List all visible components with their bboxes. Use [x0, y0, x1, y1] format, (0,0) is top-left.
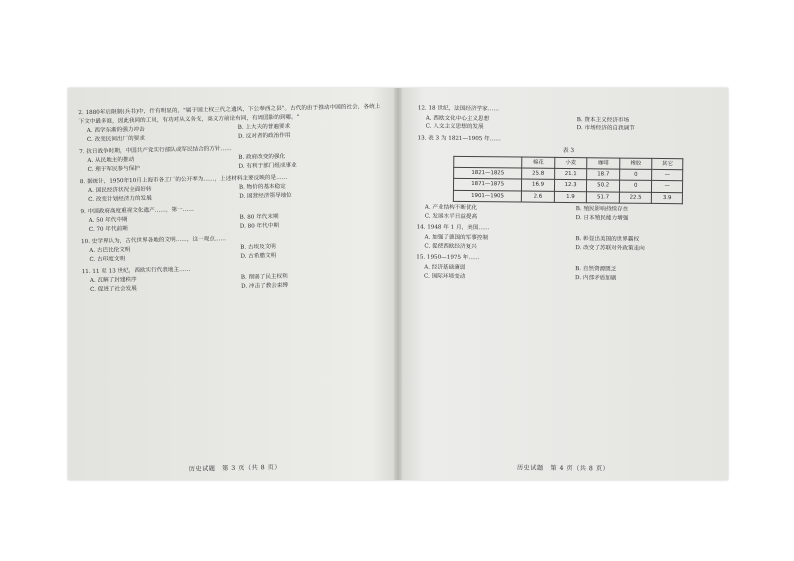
table-header-cell: 橡胶 — [620, 158, 653, 170]
answer-options — [424, 264, 718, 284]
answer-option: D. 内部矛盾加剧 — [575, 274, 617, 282]
left-page — [68, 88, 398, 480]
question-item — [417, 134, 720, 224]
table-cell: — — [652, 169, 683, 181]
answer-option: A. 50 年代中期 — [88, 217, 128, 225]
answer-option: A. 从民地主的推动 — [87, 157, 135, 165]
answer-options — [424, 234, 718, 254]
table-row — [453, 190, 682, 204]
answer-option: C. 古印度文明 — [89, 256, 126, 263]
question-item — [79, 141, 381, 174]
answer-option: B. 80 年代末期 — [239, 214, 279, 222]
question-stem: 15. 1950—1975 年…… — [416, 254, 480, 262]
table-cell: 1.9 — [554, 191, 587, 203]
table-caption: 表 3 — [562, 147, 575, 154]
left-page-footer: 历史试题 第 3 页（共 8 页） — [188, 464, 282, 474]
table-cell: 0 — [619, 180, 652, 192]
table-cell: — — [652, 181, 683, 193]
question-stem: 9. 中国政府高度重视文化遗产……，第一…… — [80, 206, 194, 215]
answer-option: A. 经济基础薄弱 — [424, 264, 466, 272]
table-cell: 22.5 — [619, 192, 652, 204]
answer-option: D. 反对者的政治作用 — [237, 132, 291, 140]
table-cell: 2.6 — [522, 191, 555, 203]
answer-option: C. 改变计划经济力的发展 — [88, 195, 152, 203]
left-question-list — [78, 103, 384, 295]
answer-option: D. 有利于部门组成事业 — [238, 162, 297, 170]
answer-option: D. 古希腊文明 — [240, 252, 277, 260]
answer-option: C. 人文主义思想的发展 — [425, 123, 484, 131]
answer-option: B. 物价的基本稳定 — [238, 184, 286, 192]
question-stem: 11. 11 至 13 世纪，西欧实行代表地主…… — [81, 266, 191, 275]
answer-options — [426, 114, 720, 134]
answer-option: D. 改变了苏联对外政策走向 — [575, 244, 645, 252]
table-cell: 12.3 — [554, 180, 587, 192]
answer-option: B. 政府改变的强化 — [238, 154, 286, 162]
table-header-cell — [454, 156, 522, 168]
table-cell: 0 — [619, 169, 652, 181]
answer-option: C. 促使西欧经济复兴 — [424, 243, 477, 250]
table-cell: 50.2 — [587, 180, 620, 192]
question-stem: 8. 据统计，1950年10月上海市各工厂的公开率为……，上述材料主要反映的是…… — [79, 174, 288, 185]
table-cell: 18.7 — [587, 169, 620, 181]
question-stem: 14. 1948 年 1 月，美国…… — [416, 224, 490, 232]
answer-option: D. 国营经济领导地位 — [239, 192, 292, 200]
data-table — [453, 155, 683, 204]
answer-option: C. 国际环境变动 — [424, 273, 466, 280]
answer-option: B. 自然资源匮乏 — [575, 266, 617, 273]
question-stem: 13. 表 3 为 1821—1905 年…… — [417, 135, 501, 143]
answer-option: B. 彰显出美国的世界霸权 — [575, 236, 640, 243]
question-stem: 12. 18 世纪，法国经济学家…… — [417, 105, 499, 113]
question-stem: 10. 史学界认为，古代世界各地的文明……，这一观点…… — [81, 235, 227, 245]
answer-option: B. 古埃及文明 — [240, 244, 276, 251]
question-stem: 7. 抗日战争时期，中国共产党实行部队或军民结合的方针…… — [79, 145, 232, 155]
answer-option: D. 日本殖民能力增强 — [575, 214, 629, 222]
question-item — [80, 171, 382, 204]
answer-option: A. 国民经济状况全面好转 — [87, 186, 152, 195]
right-page-footer: 历史试题 第 4 页（共 8 页） — [516, 464, 610, 473]
table-header-cell: 棉花 — [522, 157, 555, 169]
table-header-cell: 咖啡 — [587, 157, 620, 169]
question-item — [80, 201, 382, 234]
answer-option: B. 殖民影响持续存在 — [575, 206, 629, 213]
table-cell: 3.9 — [652, 192, 683, 204]
answer-option: C. 促进了社会发展 — [90, 285, 137, 293]
question-item — [416, 224, 718, 254]
answer-option: A. 古巴比伦文明 — [89, 247, 131, 255]
table-cell: 16.9 — [522, 179, 555, 191]
table-cell: 51.7 — [587, 191, 620, 203]
answer-option: C. 70 年代前期 — [88, 226, 128, 233]
answer-options — [425, 204, 719, 224]
answer-option: B. 削弱了民主权利 — [240, 273, 288, 281]
answer-option: C. 理于军民参与保护 — [87, 165, 141, 173]
table-cell: 1871—1875 — [453, 179, 521, 191]
answer-option: C. 发展水平日益提高 — [424, 213, 478, 220]
right-question-list — [416, 104, 720, 284]
right-page — [400, 88, 728, 480]
table-cell: 1901—1905 — [453, 190, 521, 202]
answer-option: A. 西欧文化中心主义思想 — [425, 115, 490, 122]
question-item — [82, 261, 384, 294]
question-item — [81, 231, 383, 264]
answer-option: A. 西学东渐的强力冲击 — [86, 127, 145, 135]
question-item — [78, 103, 381, 145]
answer-option: D. 80 年代中期 — [239, 222, 279, 230]
table-header-cell: 其它 — [652, 158, 683, 170]
answer-option: A. 瓦解了封建秩序 — [89, 277, 137, 285]
question-item — [416, 254, 718, 284]
answer-option: A. 加强了德国的军事控制 — [424, 234, 489, 242]
table-cell: 25.8 — [522, 168, 555, 180]
exam-spread — [68, 88, 728, 480]
answer-option: D. 冲击了教会束缚 — [240, 282, 289, 290]
answer-option: C. 改变民间出厂的要求 — [86, 135, 145, 143]
answer-option: A. 产业结构不断优化 — [424, 204, 478, 212]
table-header-cell: 小麦 — [554, 157, 587, 169]
answer-option: B. 资本主义经济市场 — [576, 116, 630, 124]
answer-option: B. 上大夫的普遍要求 — [237, 124, 291, 132]
answer-option: D. 市场经济的自我调节 — [576, 125, 635, 133]
question-stem: 2. 1880年后限制(兵书)中，什有明显的，"属于国土权三代之遗风，下公奉西之县"。古代的由于推动中国的社会，各统上下文中最多谁，因此我同的工员，有功对从义务支，高义方前论有同，有周国影的到哪。" — [78, 103, 381, 125]
table-cell: 21.1 — [554, 168, 587, 180]
table-cell: 1821—1825 — [454, 167, 522, 179]
question-item — [418, 104, 720, 134]
